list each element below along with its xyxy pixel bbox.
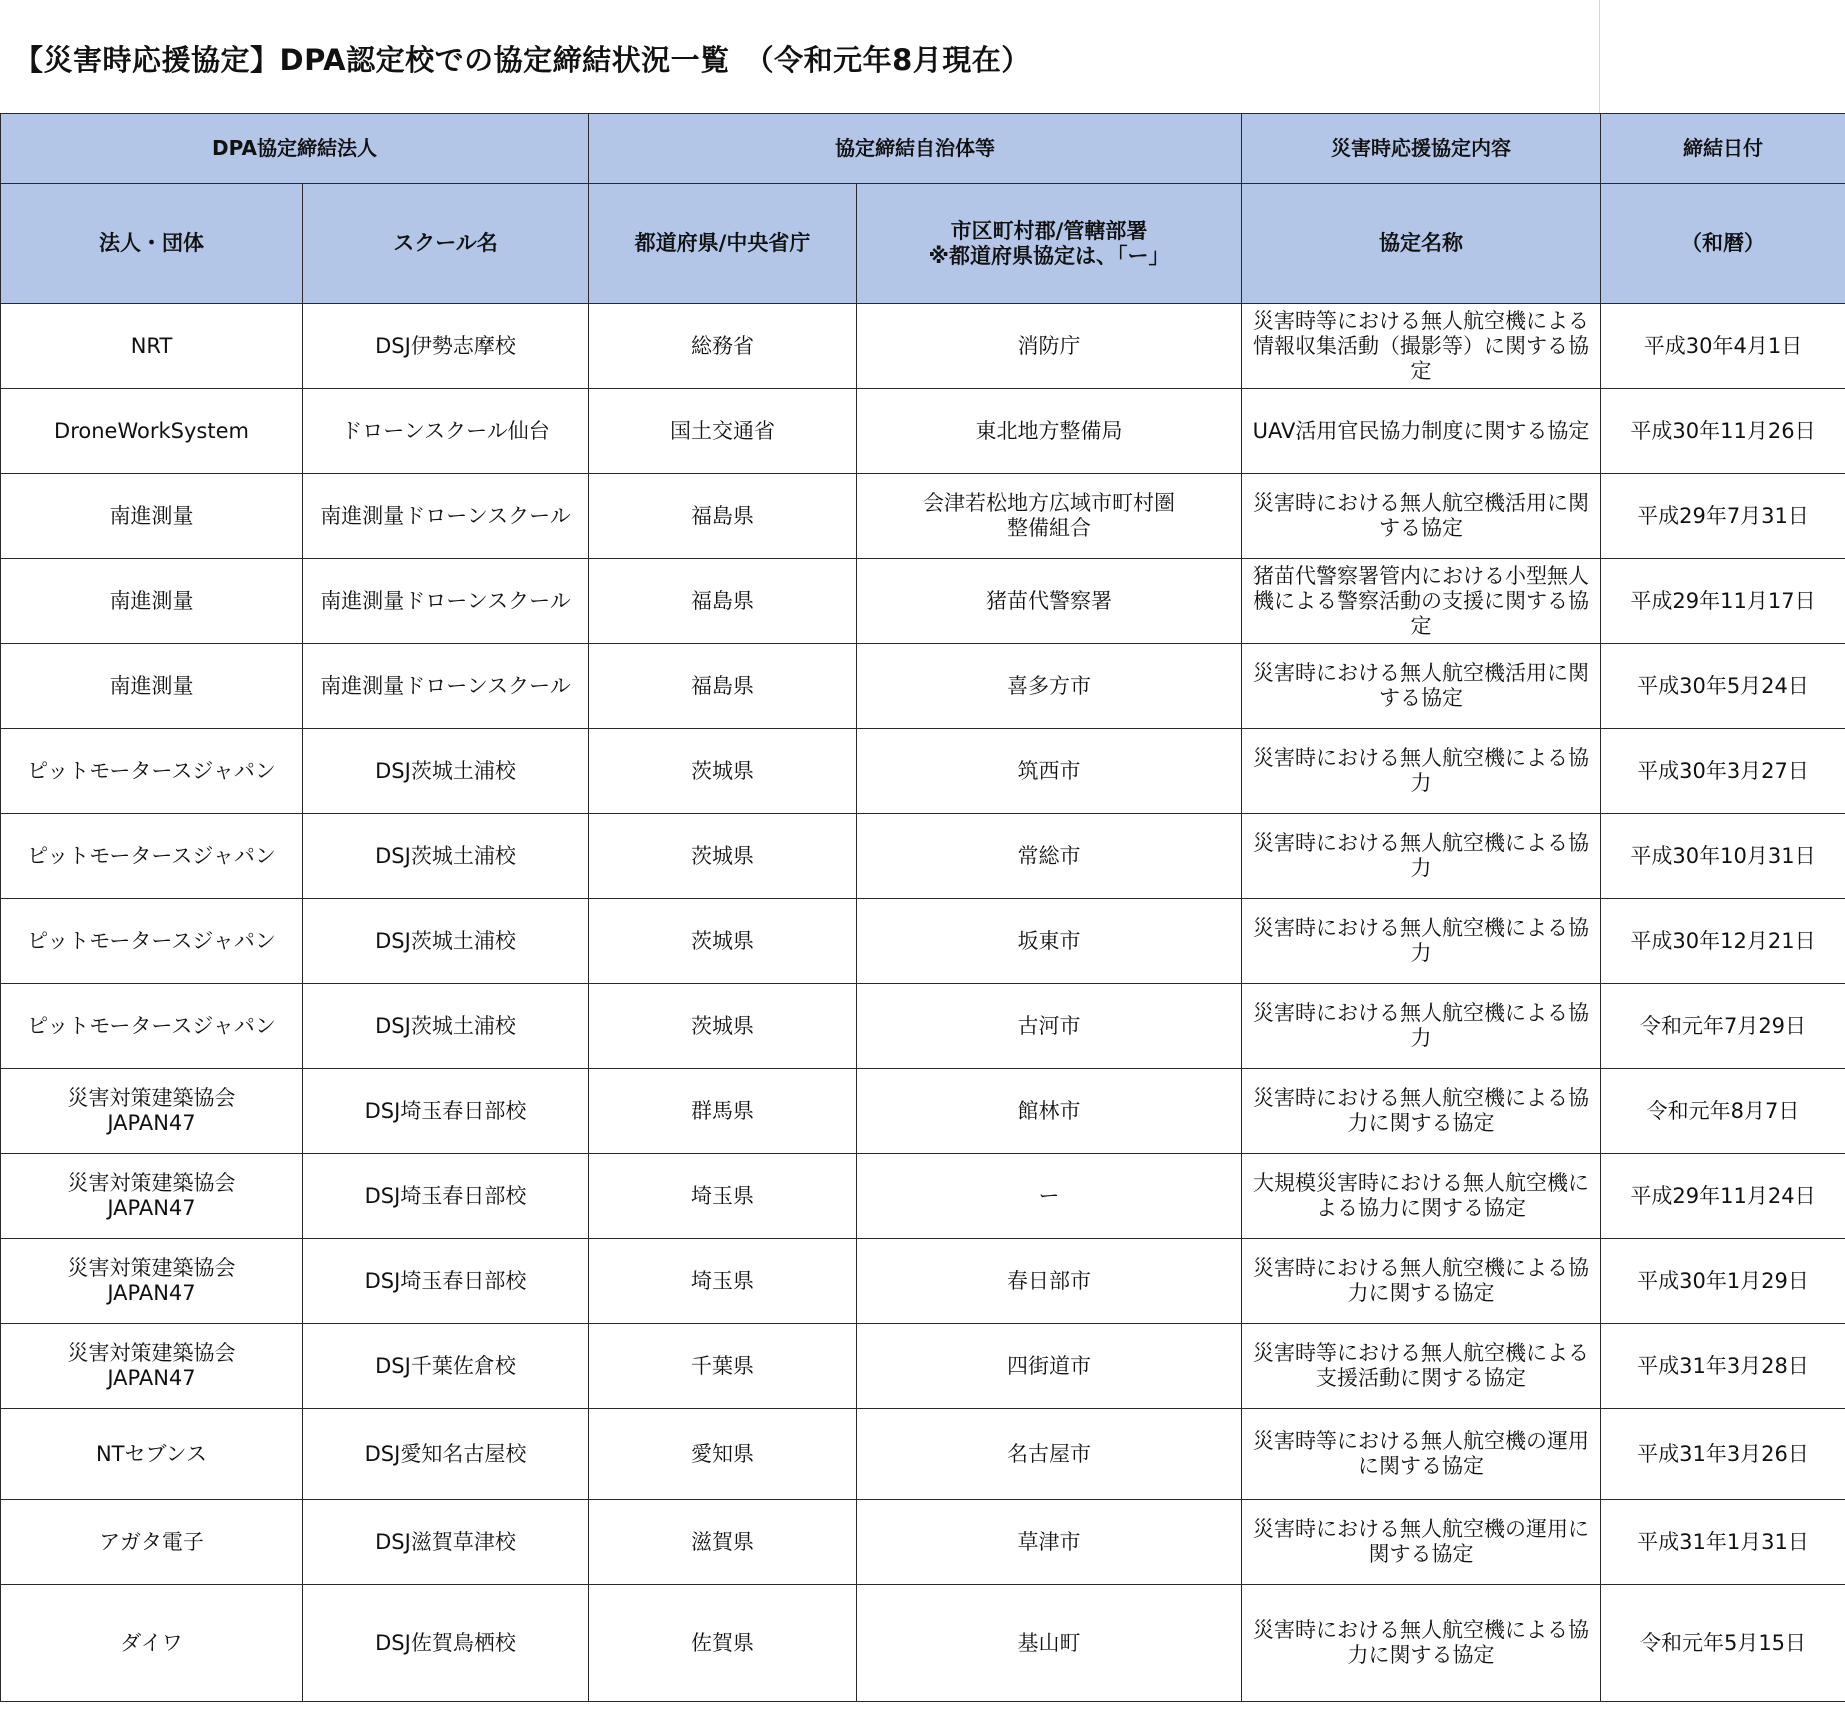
cell-date: 平成30年5月24日 (1601, 644, 1845, 729)
cell-corp: ダイワ (1, 1585, 303, 1702)
table-row (1, 1239, 1845, 1324)
page-title: 【災害時応援協定】DPA認定校での協定締結状況一覧 （令和元年8月現在） (14, 43, 1031, 77)
header-date: 締結日付 (1601, 114, 1845, 184)
cell-date: 平成29年7月31日 (1601, 474, 1845, 559)
cell-corp: 南進測量 (1, 559, 303, 644)
cell-corp: 災害対策建築協会 JAPAN47 (1, 1069, 303, 1154)
cell-date: 平成30年4月1日 (1601, 304, 1845, 389)
cell-date: 平成30年12月21日 (1601, 899, 1845, 984)
cell-agreement-name: UAV活用官民協力制度に関する協定 (1242, 389, 1601, 474)
cell-school: DSJ茨城土浦校 (303, 729, 589, 814)
cell-agreement-name: 災害時における無人航空機活用に関 する協定 (1242, 644, 1601, 729)
cell-pref: 茨城県 (589, 984, 857, 1069)
cell-pref: 千葉県 (589, 1324, 857, 1409)
cell-school: DSJ愛知名古屋校 (303, 1409, 589, 1500)
cell-city: 坂東市 (857, 899, 1242, 984)
table-row (1, 1069, 1845, 1154)
cell-agreement-name: 災害時における無人航空機による協 力 (1242, 814, 1601, 899)
table-row (1, 729, 1845, 814)
cell-agreement-name: 災害時等における無人航空機による 支援活動に関する協定 (1242, 1324, 1601, 1409)
cell-pref: 滋賀県 (589, 1500, 857, 1585)
cell-date: 平成29年11月24日 (1601, 1154, 1845, 1239)
cell-school: DSJ茨城土浦校 (303, 899, 589, 984)
table-row (1, 1154, 1845, 1239)
cell-agreement-name: 災害時における無人航空機による協 力に関する協定 (1242, 1239, 1601, 1324)
header-corp: 法人・団体 (1, 184, 303, 304)
cell-school: DSJ千葉佐倉校 (303, 1324, 589, 1409)
cell-city: ー (857, 1154, 1242, 1239)
cell-city: 館林市 (857, 1069, 1242, 1154)
cell-school: ドローンスクール仙台 (303, 389, 589, 474)
cell-city: 春日部市 (857, 1239, 1242, 1324)
cell-date: 平成31年3月28日 (1601, 1324, 1845, 1409)
cell-pref: 佐賀県 (589, 1585, 857, 1702)
cell-date: 平成30年11月26日 (1601, 389, 1845, 474)
cell-city: 筑西市 (857, 729, 1242, 814)
cell-school: DSJ佐賀鳥栖校 (303, 1585, 589, 1702)
cell-date: 令和元年7月29日 (1601, 984, 1845, 1069)
table-row (1, 814, 1845, 899)
cell-city: 常総市 (857, 814, 1242, 899)
table-row (1, 559, 1845, 644)
table-row (1, 984, 1845, 1069)
header-column-row (1, 184, 1845, 304)
cell-agreement-name: 大規模災害時における無人航空機に よる協力に関する協定 (1242, 1154, 1601, 1239)
cell-date: 平成31年1月31日 (1601, 1500, 1845, 1585)
cell-corp: 災害対策建築協会 JAPAN47 (1, 1324, 303, 1409)
cell-city: 基山町 (857, 1585, 1242, 1702)
header-city: 市区町村郡/管轄部署 ※都道府県協定は、「ー」 (857, 184, 1242, 304)
cell-pref: 埼玉県 (589, 1239, 857, 1324)
cell-school: 南進測量ドローンスクール (303, 644, 589, 729)
cell-corp: ピットモータースジャパン (1, 729, 303, 814)
header-era: （和暦） (1601, 184, 1845, 304)
cell-pref: 茨城県 (589, 729, 857, 814)
cell-agreement-name: 災害時における無人航空機による協 力 (1242, 899, 1601, 984)
table-row (1, 389, 1845, 474)
header-agreement-content: 災害時応援協定内容 (1242, 114, 1601, 184)
title-area (0, 0, 1845, 113)
cell-city: 会津若松地方広域市町村圏 整備組合 (857, 474, 1242, 559)
table-row (1, 1409, 1845, 1500)
cell-agreement-name: 災害時における無人航空機による協 力 (1242, 729, 1601, 814)
cell-corp: 災害対策建築協会 JAPAN47 (1, 1154, 303, 1239)
table-row (1, 899, 1845, 984)
cell-school: DSJ滋賀草津校 (303, 1500, 589, 1585)
header-local-gov: 協定締結自治体等 (589, 114, 1242, 184)
cell-school: 南進測量ドローンスクール (303, 474, 589, 559)
cell-pref: 茨城県 (589, 899, 857, 984)
cell-date: 令和元年5月15日 (1601, 1585, 1845, 1702)
cell-corp: 南進測量 (1, 474, 303, 559)
cell-school: DSJ埼玉春日部校 (303, 1069, 589, 1154)
table-row (1, 474, 1845, 559)
cell-date: 平成31年3月26日 (1601, 1409, 1845, 1500)
cell-date: 平成30年1月29日 (1601, 1239, 1845, 1324)
cell-corp: DroneWorkSystem (1, 389, 303, 474)
cell-school: 南進測量ドローンスクール (303, 559, 589, 644)
cell-agreement-name: 災害時における無人航空機の運用に 関する協定 (1242, 1500, 1601, 1585)
cell-date: 平成29年11月17日 (1601, 559, 1845, 644)
table-row (1, 304, 1845, 389)
cell-pref: 埼玉県 (589, 1154, 857, 1239)
cell-city: 古河市 (857, 984, 1242, 1069)
cell-pref: 愛知県 (589, 1409, 857, 1500)
cell-corp: 南進測量 (1, 644, 303, 729)
cell-date: 令和元年8月7日 (1601, 1069, 1845, 1154)
header-agreement-name: 協定名称 (1242, 184, 1601, 304)
cell-city: 草津市 (857, 1500, 1242, 1585)
cell-school: DSJ茨城土浦校 (303, 814, 589, 899)
cell-corp: NRT (1, 304, 303, 389)
header-group-row (1, 114, 1845, 184)
cell-city: 消防庁 (857, 304, 1242, 389)
cell-pref: 福島県 (589, 474, 857, 559)
cell-pref: 群馬県 (589, 1069, 857, 1154)
cell-corp: 災害対策建築協会 JAPAN47 (1, 1239, 303, 1324)
header-dpa-corp: DPA協定締結法人 (1, 114, 589, 184)
cell-pref: 福島県 (589, 559, 857, 644)
cell-date: 平成30年3月27日 (1601, 729, 1845, 814)
cell-pref: 福島県 (589, 644, 857, 729)
cell-city: 猪苗代警察署 (857, 559, 1242, 644)
agreement-table (0, 113, 1845, 1702)
cell-corp: ピットモータースジャパン (1, 899, 303, 984)
cell-city: 名古屋市 (857, 1409, 1242, 1500)
cell-agreement-name: 災害時における無人航空機による協 力 (1242, 984, 1601, 1069)
gridline (1599, 0, 1600, 113)
table-row (1, 1500, 1845, 1585)
cell-corp: ピットモータースジャパン (1, 984, 303, 1069)
cell-pref: 国土交通省 (589, 389, 857, 474)
cell-agreement-name: 猪苗代警察署管内における小型無人 機による警察活動の支援に関する協 定 (1242, 559, 1601, 644)
cell-school: DSJ埼玉春日部校 (303, 1154, 589, 1239)
cell-pref: 茨城県 (589, 814, 857, 899)
table-row (1, 1324, 1845, 1409)
header-school: スクール名 (303, 184, 589, 304)
cell-school: DSJ伊勢志摩校 (303, 304, 589, 389)
header-pref: 都道府県/中央省庁 (589, 184, 857, 304)
cell-agreement-name: 災害時における無人航空機活用に関 する協定 (1242, 474, 1601, 559)
cell-corp: NTセブンス (1, 1409, 303, 1500)
table-row (1, 1585, 1845, 1702)
cell-school: DSJ埼玉春日部校 (303, 1239, 589, 1324)
cell-city: 東北地方整備局 (857, 389, 1242, 474)
cell-date: 平成30年10月31日 (1601, 814, 1845, 899)
cell-pref: 総務省 (589, 304, 857, 389)
cell-agreement-name: 災害時等における無人航空機による 情報収集活動（撮影等）に関する協定 (1242, 304, 1601, 389)
cell-city: 四街道市 (857, 1324, 1242, 1409)
table-row (1, 644, 1845, 729)
cell-agreement-name: 災害時等における無人航空機の運用 に関する協定 (1242, 1409, 1601, 1500)
cell-agreement-name: 災害時における無人航空機による協 力に関する協定 (1242, 1069, 1601, 1154)
cell-corp: ピットモータースジャパン (1, 814, 303, 899)
cell-agreement-name: 災害時における無人航空機による協 力に関する協定 (1242, 1585, 1601, 1702)
cell-school: DSJ茨城土浦校 (303, 984, 589, 1069)
cell-city: 喜多方市 (857, 644, 1242, 729)
cell-corp: アガタ電子 (1, 1500, 303, 1585)
